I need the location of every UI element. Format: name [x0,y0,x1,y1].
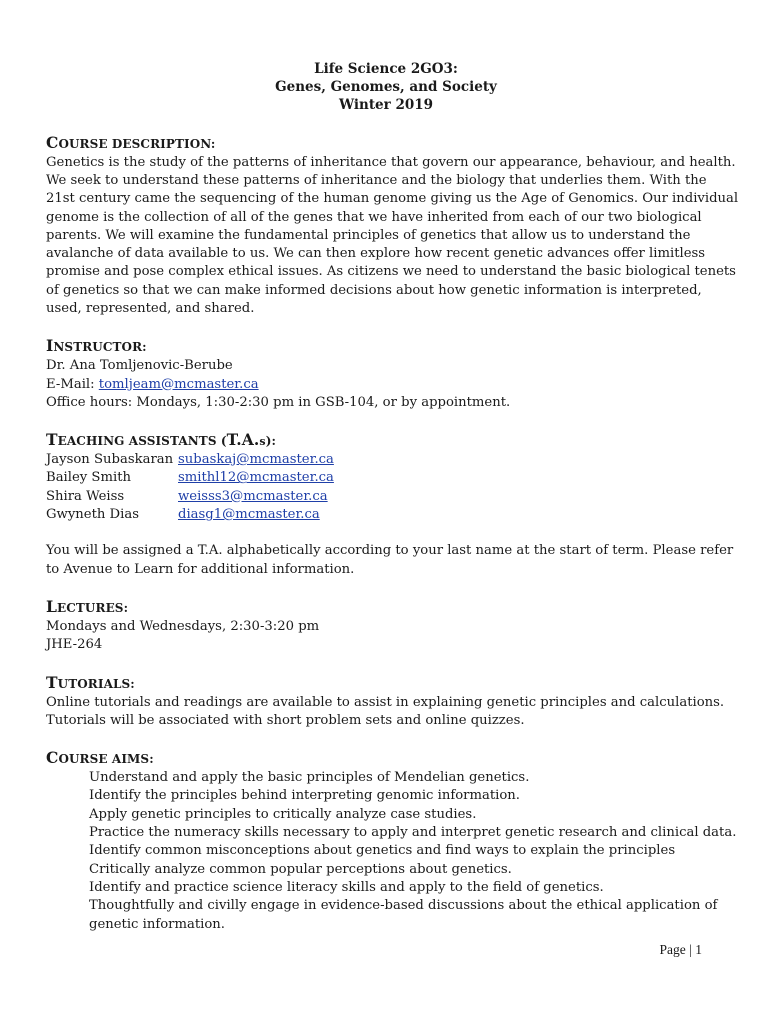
instructor-section [46,336,726,412]
course-title-block [46,60,726,115]
paragraph-line: promise and pose complex ethical issues. As citizens we need to understand the basic biological tenets [46,264,736,280]
ta-row [46,506,726,524]
page-number: Page | 1 [659,942,702,957]
paragraph-line: 21st century came the sequencing of the human genome giving us the Age of Genomics. Our individual [46,191,739,207]
aim-item: Identify the principles behind interpreting genomic information. [89,788,520,804]
ta-name: Shira Weiss [46,488,125,504]
paragraph-line: parents. We will examine the fundamental principles of genetics that allow us to understand the [46,227,691,243]
ta-email-link[interactable]: weisss3@mcmaster.ca [178,488,328,504]
ta-name: Jayson Subaskaran [46,452,174,468]
aim-item: Practice the numeracy skills necessary to apply and interpret genetic research and clinical data. [89,825,737,841]
lecture-schedule: Mondays and Wednesdays, 2:30-3:20 pm [46,618,320,634]
ta-note-line: You will be assigned a T.A. alphabetically according to your last name at the start of term. Please refer [46,543,734,559]
ta-email-link[interactable]: smithl12@mcmaster.ca [178,470,334,486]
course-description-heading: COURSE DESCRIPTION: [46,132,216,152]
course-aims-heading: COURSE AIMS: [46,748,154,768]
instructor-heading: INSTRUCTOR: [46,336,147,356]
course-aims-section [46,748,737,934]
course-description-section [46,132,739,319]
course-name: Genes, Genomes, and Society [275,79,497,96]
instructor-email-link[interactable]: tomljeam@mcmaster.ca [98,376,259,392]
ta-row [46,488,726,506]
tutorials-line: Online tutorials and readings are available to assist in explaining genetic principles and calculations. [46,694,725,710]
email-label: E-Mail: [46,376,99,392]
lecture-room: JHE-264 [46,637,103,653]
aim-item: Critically analyze common popular perceptions about genetics. [89,861,512,877]
aim-item: Understand and apply the basic principles of Mendelian genetics. [89,770,530,786]
teaching-assistants-heading: TEACHING ASSISTANTS (T.A.s): [46,430,277,450]
tutorials-heading: TUTORIALS: [46,672,135,692]
ta-email-link[interactable]: diasg1@mcmaster.ca [178,507,320,523]
aim-item: Thoughtfully and civilly engage in evidence-based discussions about the ethical application of [89,898,718,914]
aim-item: genetic information. [89,916,225,932]
teaching-assistants-section [46,430,734,579]
ta-note-line: to Avenue to Learn for additional information. [46,561,355,577]
document-page [46,60,739,952]
tutorials-line: Tutorials will be associated with short problem sets and online quizzes. [46,712,525,728]
aim-item: Apply genetic principles to critically analyze case studies. [89,806,477,822]
course-code: Life Science 2GO3: [314,61,458,77]
ta-row [46,451,726,469]
aim-item: Identify and practice science literacy skills and apply to the field of genetics. [89,879,604,895]
paragraph-line: avalanche of data available to us. We can then explore how recent genetic advances offer limitless [46,246,706,262]
course-aims-list [46,769,737,934]
ta-name: Gwyneth Dias [46,507,139,523]
tutorials-section [46,673,726,731]
paragraph-line: Genetics is the study of the patterns of inheritance that govern our appearance, behaviour, and health. [46,154,736,170]
paragraph-line: used, represented, and shared. [46,300,255,316]
aim-item: Identify common misconceptions about genetics and find ways to explain the principles [89,843,676,859]
course-term: Winter 2019 [338,97,434,114]
ta-row [46,469,726,487]
paragraph-line: of genetics so that we can make informed decisions about how genetic information is interpreted, [46,282,702,298]
lectures-section [46,597,726,655]
office-hours: Office hours: Mondays, 1:30-2:30 pm in GSB-104, or by appointment. [46,394,511,410]
instructor-email-line [46,376,726,394]
ta-name: Bailey Smith [46,470,131,486]
course-description-text [46,154,739,319]
instructor-name: Dr. Ana Tomljenovic-Berube [46,358,233,374]
lectures-heading: LECTURES: [46,596,129,616]
paragraph-line: We seek to understand these patterns of inheritance and the biology that underlies them. With the [46,172,707,188]
ta-email-link[interactable]: subaskaj@mcmaster.ca [178,452,334,468]
paragraph-line: genome is the collection of all of the genes that we have inherited from each of our two biological [46,209,702,225]
